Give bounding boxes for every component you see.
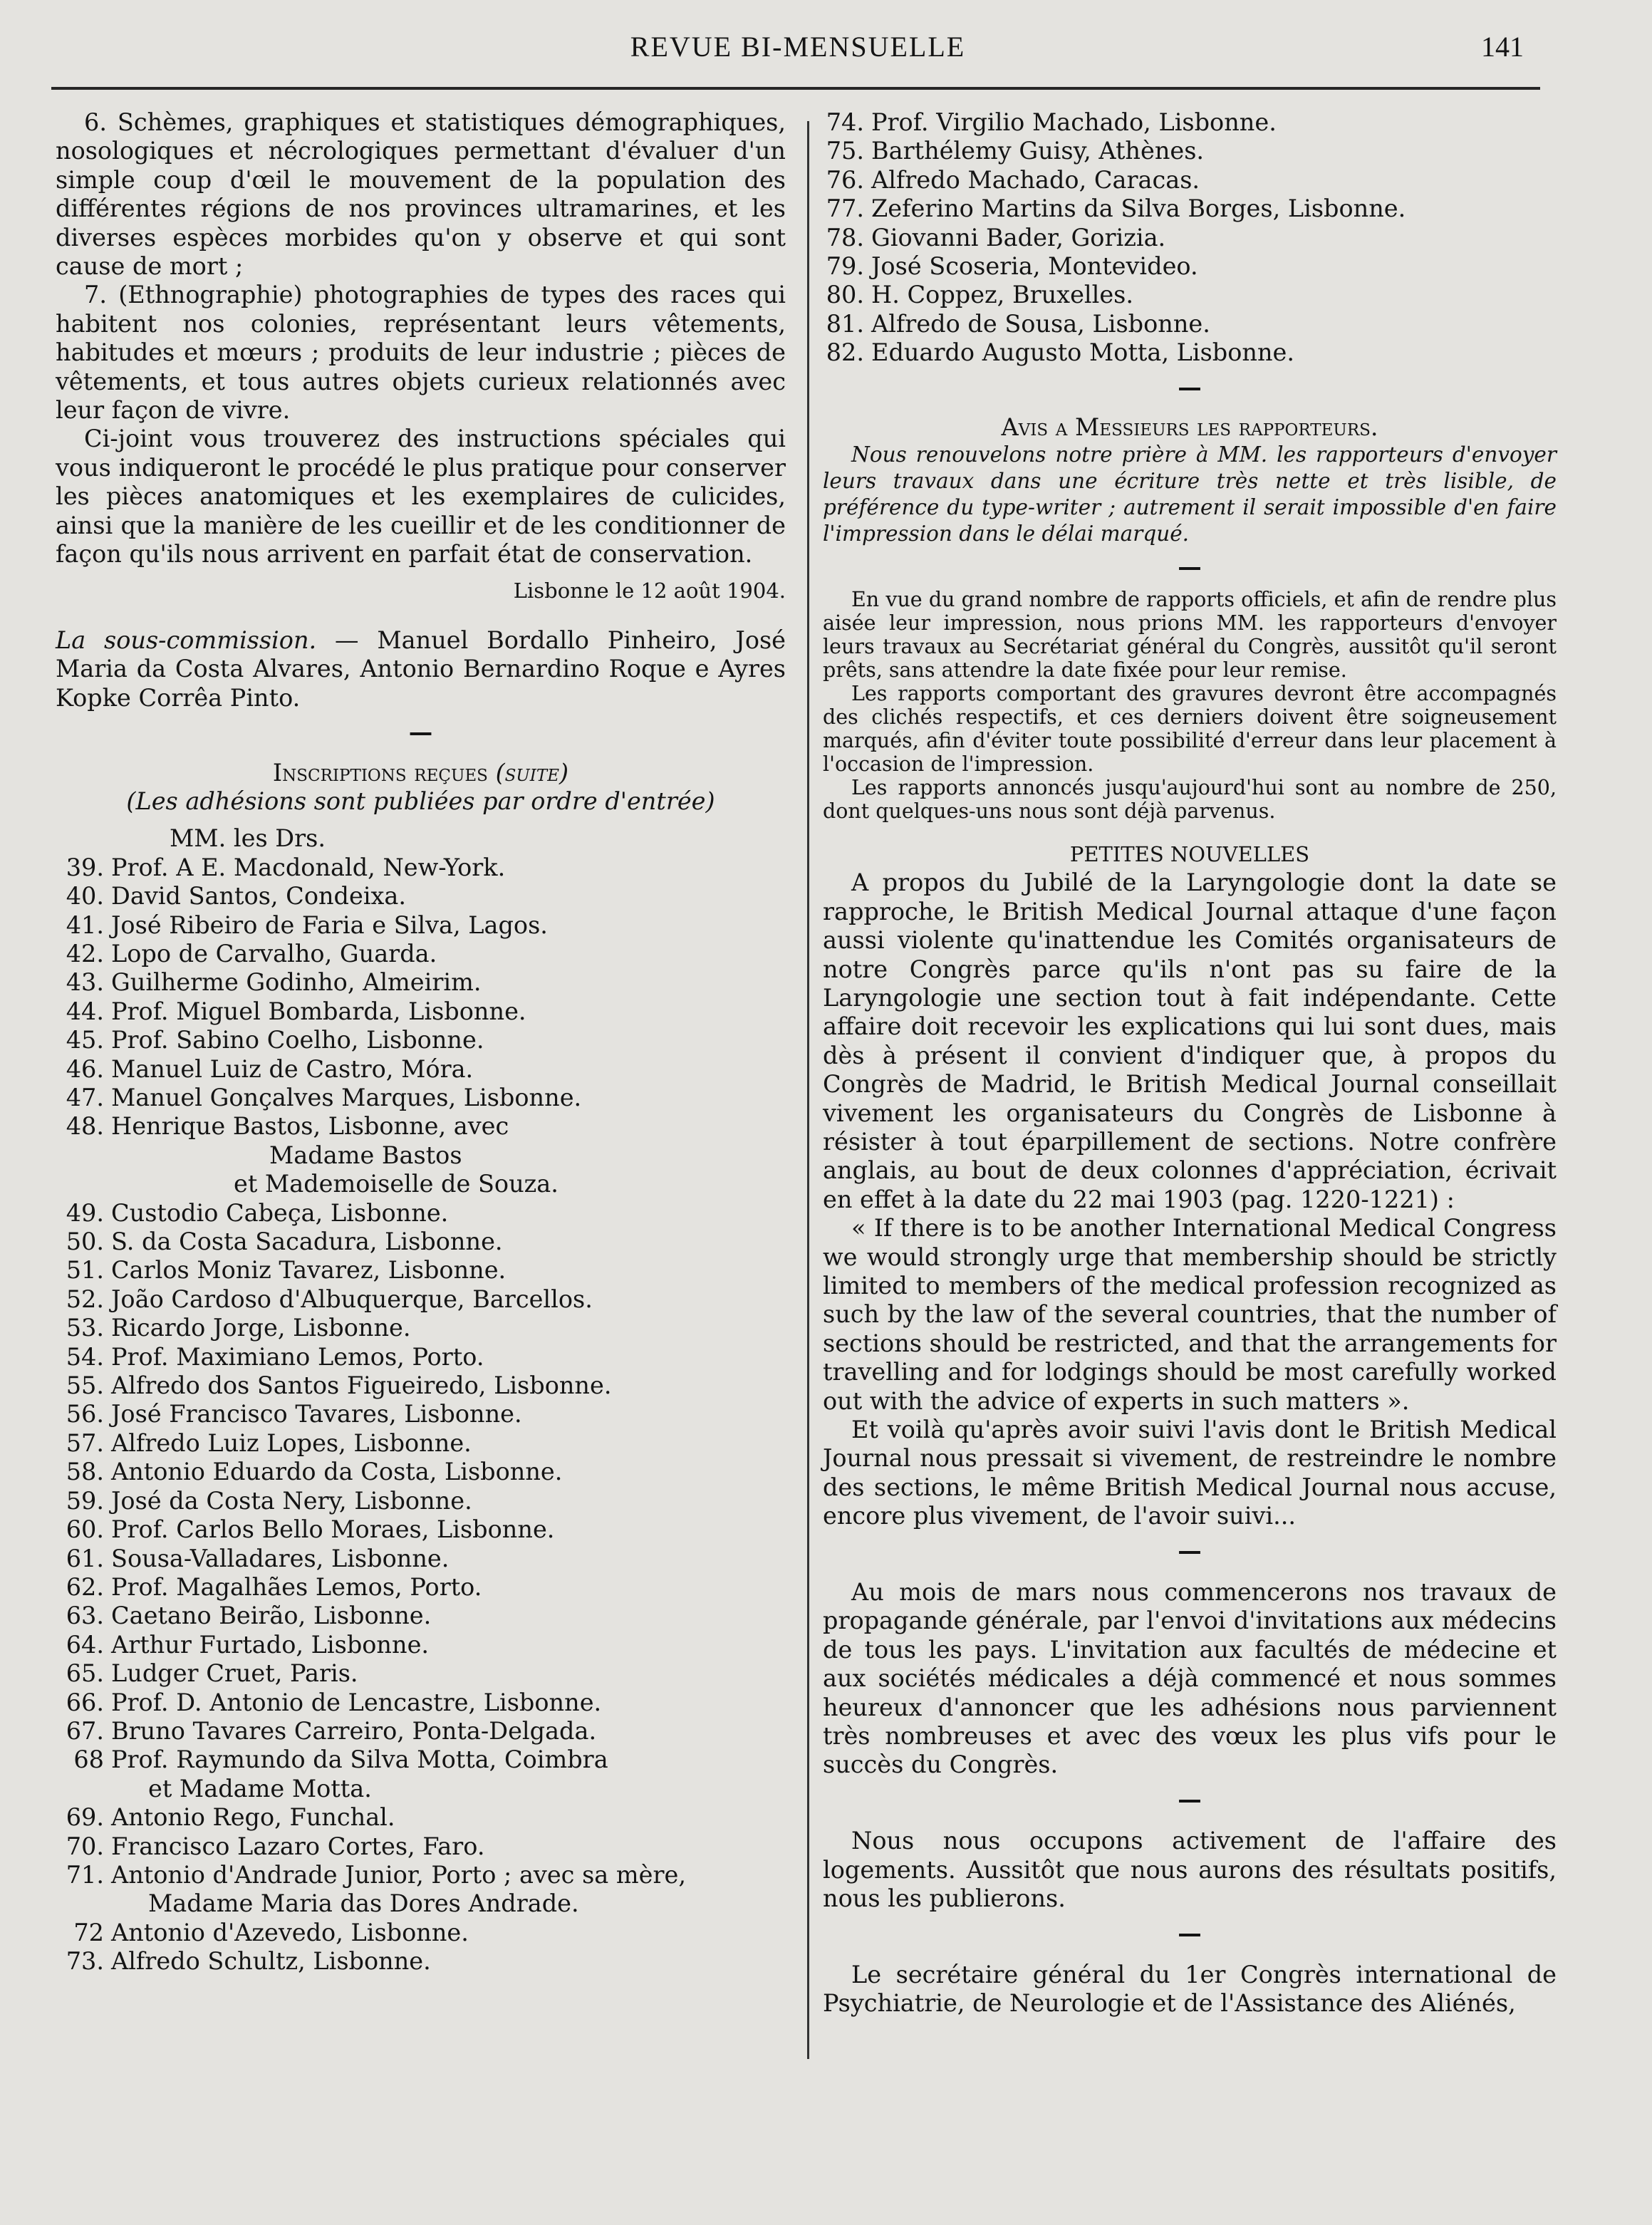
signature-block xyxy=(56,626,786,712)
list-item: 43. Guilherme Godinho, Almeirim. xyxy=(66,968,482,997)
paragraph-instructions: Ci-joint vous trouverez des instructions spéciales qui vous indiqueront le procédé le plus pratique pour conserver les pièces anatomiques et les exemplaires de culicides, ainsi que la manière de les cueillir et de les conditionner de façon qu'ils nous arrivent en parfait état de conservation. xyxy=(56,425,786,569)
list-item: 68 Prof. Raymundo da Silva Motta, Coimbra xyxy=(73,1746,608,1774)
avis-paragraph: Les rapports annoncés jusqu'aujourd'hui sont au nombre de 250, dont quelques-uns nous sont déjà parvenus. xyxy=(823,775,1557,823)
signature-label: La sous-commission. xyxy=(56,626,317,654)
news-paragraph: Nous nous occupons activement de l'affaire des logements. Aussitôt que nous aurons des résultats positifs, nous les publierons. xyxy=(823,1827,1557,1913)
running-header: REVUE BI-MENSUELLE xyxy=(630,31,966,63)
list-item: 59. José da Costa Nery, Lisbonne. xyxy=(66,1486,472,1515)
list-item: 58. Antonio Eduardo da Costa, Lisbonne. xyxy=(66,1458,563,1486)
list-item: 75. Barthélemy Guisy, Athènes. xyxy=(826,137,1205,165)
list-item-continuation: Madame Maria das Dores Andrade. xyxy=(148,1889,579,1918)
section-title-suffix: (suite) xyxy=(495,758,569,787)
separator-dash: — xyxy=(1178,1919,1202,1947)
list-item: 44. Prof. Miguel Bombarda, Lisbonne. xyxy=(66,997,526,1025)
avis-title: Avis a Messieurs les rapporteurs. xyxy=(1001,413,1378,442)
news-paragraph: Le secrétaire général du 1er Congrès international de Psychiatrie, de Neurologie et de l'Assistance des Aliénés, xyxy=(823,1960,1557,2018)
list-item: 82. Eduardo Augusto Motta, Lisbonne. xyxy=(826,338,1295,367)
list-item: 56. José Francisco Tavares, Lisbonne. xyxy=(66,1400,522,1428)
list-item-continuation: et Mademoiselle de Souza. xyxy=(234,1170,559,1198)
left-column xyxy=(56,108,786,1976)
list-item: 67. Bruno Tavares Carreiro, Ponta-Delgada. xyxy=(66,1716,597,1745)
avis-paragraph: Les rapports comportant des gravures devront être accompagnés des clichés respectifs, et ces derniers doivent être soigneusement marqués, afin d'éviter toute possibilité d'erreur dans leur placement à l'occasion de l'impression. xyxy=(823,681,1557,776)
paragraph-item-7: 7. (Ethnographie) photographies de types des races qui habitent nos colonies, représentant leurs vêtements, habitudes et mœurs ; produits de leur industrie ; pièces de vêtements, et tous autres objets curieux relationnés avec leur façon de vivre. xyxy=(56,281,786,425)
list-item: 62. Prof. Magalhães Lemos, Porto. xyxy=(66,1572,482,1601)
list-item: 48. Henrique Bastos, Lisbonne, avec xyxy=(66,1112,509,1141)
list-item: 50. S. da Costa Sacadura, Lisbonne. xyxy=(66,1228,503,1256)
list-item: 42. Lopo de Carvalho, Guarda. xyxy=(66,939,437,968)
separator-dash: — xyxy=(1178,553,1202,581)
registrant-list xyxy=(56,854,786,1976)
avis-details xyxy=(823,588,1557,823)
salutation: MM. les Drs. xyxy=(170,824,326,853)
column-divider xyxy=(807,121,809,2059)
list-item: 41. José Ribeiro de Faria e Silva, Lagos. xyxy=(66,911,548,939)
avis-italic-notice: Nous renouvelons notre prière à MM. les rapporteurs d'envoyer leurs travaux dans une écriture très nette et très lisible, de préférence du type-writer ; autrement il serait impossible d'en faire l'impression dans le délai marqué. xyxy=(823,442,1557,546)
list-item: 46. Manuel Luiz de Castro, Móra. xyxy=(66,1054,474,1083)
right-column xyxy=(823,108,1557,2018)
list-item: 57. Alfredo Luiz Lopes, Lisbonne. xyxy=(66,1428,472,1457)
list-item-continuation: et Madame Motta. xyxy=(148,1774,372,1803)
list-item: 73. Alfredo Schultz, Lisbonne. xyxy=(66,1947,431,1976)
news-quote: « If there is to be another International Medical Congress we would strongly urge that membership should be strictly limited to members of the medical profession recognized as such by the law of the several countries, that the number of sections should be restricted, and that the arrangements for travelling and for lodgings should be most carefully worked out with the advice of experts in such matters ». xyxy=(823,1214,1557,1415)
list-item: 61. Sousa-Valladares, Lisbonne. xyxy=(66,1544,450,1572)
separator-dash: — xyxy=(1178,1536,1202,1565)
date-line: Lisbonne le 12 août 1904. xyxy=(513,578,786,603)
paragraph-item-6: 6. Schèmes, graphiques et statistiques démographiques, nosologiques et nécrologiques permettant d'évaluer d'un simple coup d'œil le mouvement de la population des différentes régions de nos provinces ultramarines, et les diverses espèces morbides qu'on y observe et qui sont cause de mort ; xyxy=(56,108,786,281)
list-item: 72 Antonio d'Azevedo, Lisbonne. xyxy=(73,1918,469,1946)
list-item: 74. Prof. Virgilio Machado, Lisbonne. xyxy=(826,108,1277,136)
list-item: 45. Prof. Sabino Coelho, Lisbonne. xyxy=(66,1026,484,1054)
list-item: 70. Francisco Lazaro Cortes, Faro. xyxy=(66,1832,485,1860)
section-title-text: Inscriptions reçues xyxy=(272,758,488,787)
section-title-inscriptions xyxy=(56,759,786,787)
list-item: 63. Caetano Beirão, Lisbonne. xyxy=(66,1602,432,1630)
list-item: 53. Ricardo Jorge, Lisbonne. xyxy=(66,1314,411,1342)
list-item: 64. Arthur Furtado, Lisbonne. xyxy=(66,1630,430,1659)
list-item: 69. Antonio Rego, Funchal. xyxy=(66,1803,395,1832)
news-paragraph: A propos du Jubilé de la Laryngologie dont la date se rapproche, le British Medical Journal attaque d'une façon aussi violente qu'inattendue les Comités organisateurs de notre Congrès parce qu'ils n'ont pas su faire de la Laryngologie une section tout à fait indépendante. Cette affaire doit recevoir les explications qui lui sont dues, mais dès à présent il convient d'indiquer que, à propos du Congrès de Madrid, le British Medical Journal conseillait vivement les organisateurs du Congrès de Lisbonne à résister à tout éparpillement de sections. Notre confrère anglais, au bout de deux colonnes d'appréciation, écrivait en effet à la date du 22 mai 1903 (pag. 1220-1221) : xyxy=(823,868,1557,1213)
list-item: 80. H. Coppez, Bruxelles. xyxy=(826,281,1133,309)
list-item: 77. Zeferino Martins da Silva Borges, Lisbonne. xyxy=(826,195,1406,223)
list-item: 66. Prof. D. Antonio de Lencastre, Lisbonne. xyxy=(66,1688,602,1716)
separator-dash: — xyxy=(408,718,433,747)
list-item: 54. Prof. Maximiano Lemos, Porto. xyxy=(66,1342,484,1371)
list-item: 81. Alfredo de Sousa, Lisbonne. xyxy=(826,309,1210,338)
list-item-continuation: Madame Bastos xyxy=(269,1141,462,1169)
list-item: 71. Antonio d'Andrade Junior, Porto ; avec sa mère, xyxy=(66,1860,686,1889)
list-item: 55. Alfredo dos Santos Figueiredo, Lisbonne. xyxy=(66,1371,612,1400)
separator-dash: — xyxy=(1178,1785,1202,1813)
list-item: 76. Alfredo Machado, Caracas. xyxy=(826,165,1200,194)
list-item: 65. Ludger Cruet, Paris. xyxy=(66,1659,358,1688)
page-number: 141 xyxy=(1481,31,1524,63)
list-item: 60. Prof. Carlos Bello Moraes, Lisbonne. xyxy=(66,1515,555,1544)
list-item: 47. Manuel Gonçalves Marques, Lisbonne. xyxy=(66,1084,582,1111)
registrant-list-continued xyxy=(823,108,1557,368)
list-item: 51. Carlos Moniz Tavarez, Lisbonne. xyxy=(66,1256,506,1285)
list-item: 39. Prof. A E. Macdonald, New-York. xyxy=(66,853,506,881)
list-item: 78. Giovanni Bader, Gorizia. xyxy=(826,223,1166,251)
news-paragraph: Au mois de mars nous commencerons nos travaux de propagande générale, par l'envoi d'invitations aux médecins de tous les pays. L'invitation aux facultés de médecine et aux sociétés médicales a déjà commencé et nous sommes heureux d'annoncer que les adhésions nous parviennent très nombreuses et avec des vœux les plus vifs pour le succès du Congrès. xyxy=(823,1578,1557,1779)
list-item: 52. João Cardoso d'Albuquerque, Barcellos. xyxy=(66,1285,593,1313)
avis-paragraph: En vue du grand nombre de rapports officiels, et afin de rendre plus aisée leur impression, nous prions MM. les rapporteurs d'envoyer leurs travaux au Secrétariat général du Congrès, aussitôt qu'il seront prêts, sans attendre la date fixée pour leur remise. xyxy=(823,587,1557,682)
list-item: 49. Custodio Cabeça, Lisbonne. xyxy=(66,1198,449,1227)
section-subtitle: (Les adhésions sont publiées par ordre d'entrée) xyxy=(126,787,715,815)
news-title: PETITES NOUVELLES xyxy=(1069,841,1310,866)
news-paragraph: Et voilà qu'après avoir suivi l'avis dont le British Medical Journal nous pressait si vivement, de restreindre le nombre des sections, le même British Medical Journal nous accuse, encore plus vivement, de l'avoir suivi... xyxy=(823,1416,1557,1530)
list-item: 40. David Santos, Condeixa. xyxy=(66,882,407,911)
list-item: 79. José Scoseria, Montevideo. xyxy=(826,252,1198,281)
header-rule xyxy=(51,87,1540,90)
signature-names: — Manuel Bordallo Pinheiro, José Maria da Costa Alvares, Antonio Bernardino Roque e Ayres Kopke Corrêa Pinto. xyxy=(56,626,786,712)
separator-dash: — xyxy=(1178,373,1202,401)
